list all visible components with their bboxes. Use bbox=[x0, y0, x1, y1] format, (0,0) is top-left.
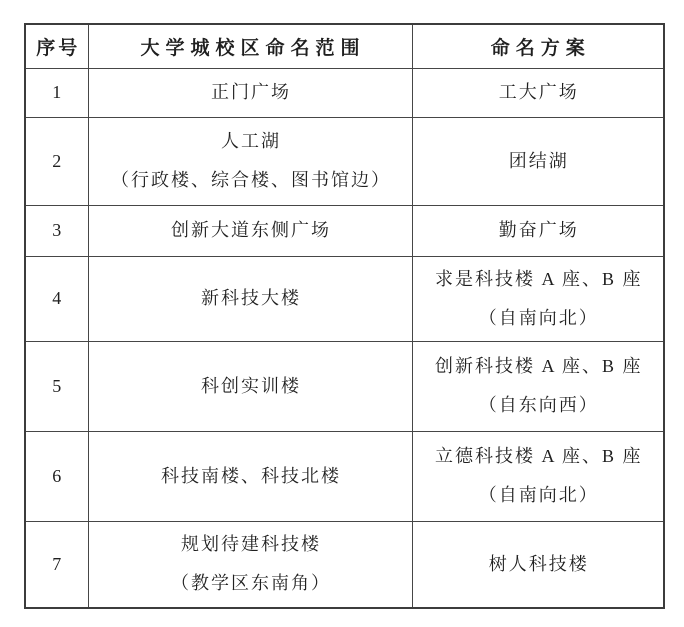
table-row bbox=[25, 521, 664, 608]
cell-line: （行政楼、综合楼、图书馆边） bbox=[111, 170, 391, 190]
cell-line: 人工湖 bbox=[221, 131, 281, 151]
table-row bbox=[25, 256, 664, 341]
cell-line: 工大广场 bbox=[498, 82, 579, 102]
scope-cell bbox=[88, 521, 412, 608]
table-row bbox=[25, 431, 664, 521]
table-row bbox=[25, 117, 664, 205]
header-cell-scope: 大学城校区命名范围 bbox=[88, 24, 412, 68]
scope-cell bbox=[88, 68, 412, 117]
table-row bbox=[25, 68, 664, 117]
row-number: 1 bbox=[25, 68, 88, 117]
cell-line: 勤奋广场 bbox=[498, 220, 579, 240]
table-row bbox=[25, 341, 664, 431]
row-number: 4 bbox=[25, 256, 88, 341]
table-header bbox=[25, 24, 664, 68]
header-row bbox=[25, 24, 664, 68]
plan-cell bbox=[412, 205, 664, 256]
cell-line: （教学区东南角） bbox=[171, 573, 331, 594]
cell-line: 规划待建科技楼 bbox=[181, 534, 321, 555]
row-number: 2 bbox=[25, 117, 88, 205]
cell-line: 创新科技楼 A 座、B 座 bbox=[434, 356, 643, 376]
plan-cell bbox=[412, 68, 664, 117]
cell-line: 树人科技楼 bbox=[488, 553, 589, 574]
cell-line: 创新大道东侧广场 bbox=[171, 220, 331, 240]
row-number: 3 bbox=[25, 205, 88, 256]
table-body bbox=[25, 68, 664, 608]
scope-cell bbox=[88, 205, 412, 256]
row-number: 5 bbox=[25, 341, 88, 431]
cell-line: 科技南楼、科技北楼 bbox=[161, 465, 341, 486]
table-row bbox=[25, 205, 664, 256]
cell-line: 求是科技楼 A 座、B 座 bbox=[434, 268, 643, 289]
header-cell-no: 序号 bbox=[25, 24, 88, 68]
naming-table bbox=[24, 23, 665, 609]
plan-cell bbox=[412, 341, 664, 431]
cell-line: 团结湖 bbox=[508, 150, 569, 171]
row-number: 6 bbox=[25, 431, 88, 521]
plan-cell bbox=[412, 117, 664, 205]
header-cell-plan: 命名方案 bbox=[412, 24, 664, 68]
row-number: 7 bbox=[25, 521, 88, 608]
cell-line: （自东向西） bbox=[478, 395, 599, 415]
cell-line: （自南向北） bbox=[478, 307, 599, 328]
scope-cell bbox=[88, 341, 412, 431]
plan-cell bbox=[412, 431, 664, 521]
plan-cell bbox=[412, 521, 664, 608]
scope-cell bbox=[88, 256, 412, 341]
scope-cell bbox=[88, 431, 412, 521]
scope-cell bbox=[88, 117, 412, 205]
cell-line: 正门广场 bbox=[211, 82, 291, 102]
plan-cell bbox=[412, 256, 664, 341]
cell-line: 立德科技楼 A 座、B 座 bbox=[434, 446, 643, 466]
cell-line: （自南向北） bbox=[478, 485, 599, 505]
cell-line: 科创实训楼 bbox=[201, 375, 301, 396]
cell-line: 新科技大楼 bbox=[201, 288, 301, 308]
